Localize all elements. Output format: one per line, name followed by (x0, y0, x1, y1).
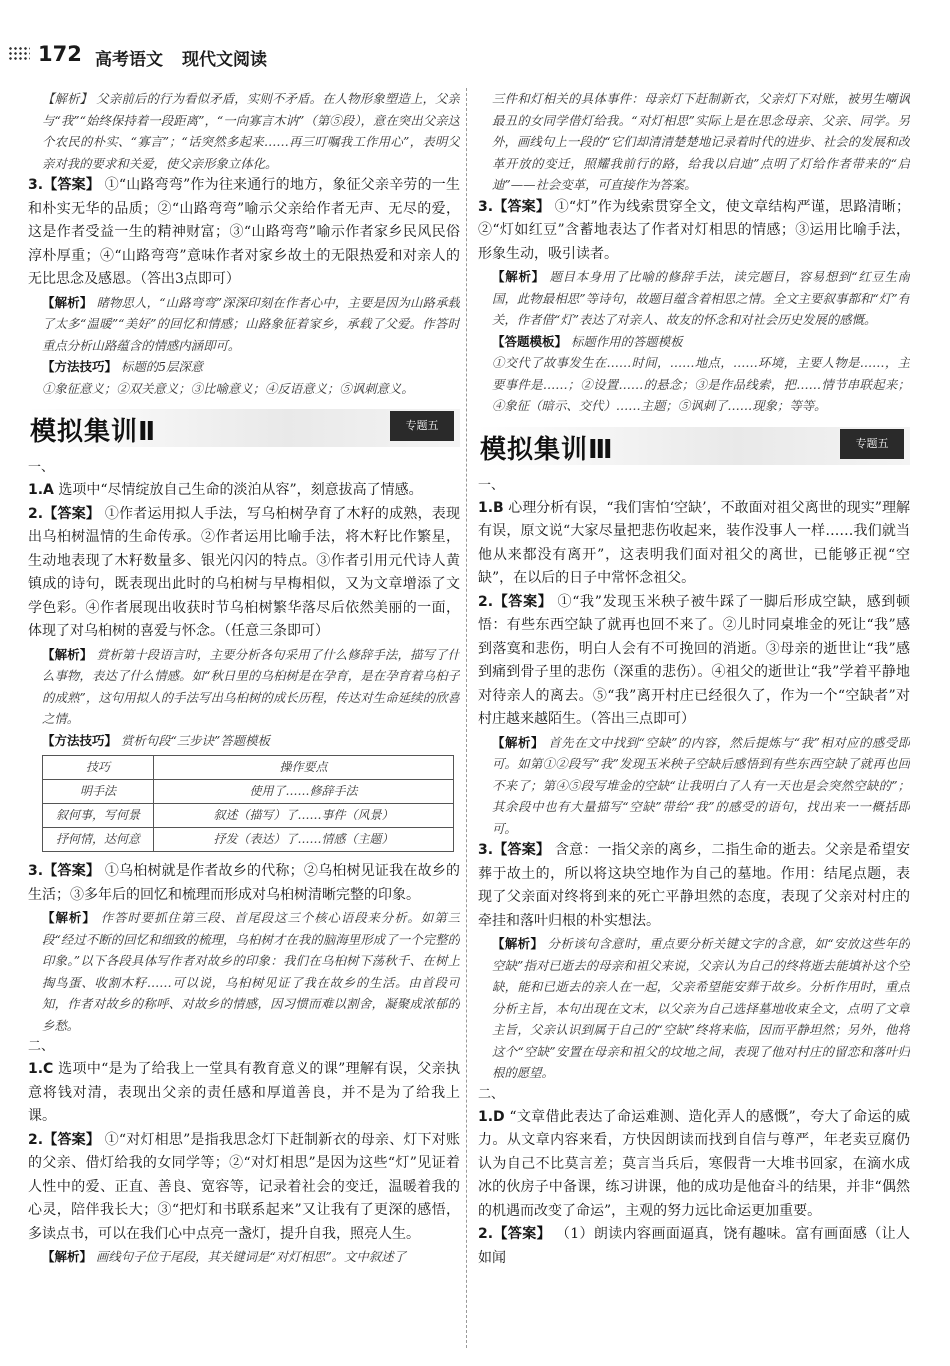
question-answer: 1.C 选项中“是为了给我上一堂具有教育意义的课”理解有误，父亲执意将钱对清，表现出父亲的责任感和厚道善良，并不是为了给我上课。 (28, 1061, 460, 1124)
analysis-paragraph: 【解析】 首先在文中找到“空缺”的内容，然后提炼与“我”相对应的感受即可。如第①②段写“我”发现玉米秧子空缺后感悟到有些东西空缺了就再也回不来了；第④⑤段写堆金的空缺“让我明白了人有一天也是会突然空缺的”；其余段中也有大量描写“空缺”带给“我”的感受的语句，找出来一一概括即可。 (492, 734, 910, 836)
answer-template: 【答题模板】 标题作用的答题模板 (492, 333, 683, 349)
answer-paragraph: 3.【答案】 ①乌桕树就是作者故乡的代称；②乌桕树见证我在故乡的生活；③多年后的回忆和梳理而形成对乌桕树清晰完整的印象。 (28, 863, 460, 903)
answer-paragraph: 3.【答案】 ①“山路弯弯”作为往来通行的地方，象征父亲辛劳的一生和朴实无华的品质；②“山路弯弯”喻示父亲给作者无声、无尽的爱，这是作者受益一生的精神财富；③“山路弯弯”喻示作者家乡民风民俗淳朴厚重；④“山路弯弯”意味作者对家乡故土的无限热爱和对亲人的无比思念及感恩。（答出3点即可） (28, 177, 460, 287)
table-cell: 叙何事，写何景 (43, 804, 154, 828)
page-number: 172 (38, 42, 82, 66)
section-title: 模拟集训Ⅱ (30, 417, 157, 447)
question-answer: 1.D “文章借此表达了命运难测、造化弄人的感慨”，夸大了命运的威力。从文章内容来看，方快因朗读而找到自信与尊严，年老卖豆腐仍认为自己不比莫言差；莫言当兵后，寒假背一大堆书回家，在滴水成冰的伙房子中备课，练习讲课，他的成功是他奋斗的结果，并非“偶然的机遇而改变了命运”，主观的努力远比命运更加重要。 (478, 1108, 910, 1219)
table-cell: 抒发（表达）了……情感（主题） (154, 828, 454, 852)
part-label: 二、 (478, 1086, 505, 1102)
analysis-paragraph: 【解析】 作答时要抓住第三段、首尾段这三个核心语段来分析。如第三段“经过不断的回忆和细致的梳理，乌桕树才在我的脑海里形成了一个完整的印象。”以下各段具体写作者对故乡的印象：我们在乌桕树下荡秋千、在树上掏鸟蛋、收割木籽……可以说，乌桕树见证了我在故乡的生活。由首段可知，作者对故乡的称呼、对故乡的情感，因习惯而难以割舍，凝聚成浓郁的乡愁。 (42, 910, 460, 1033)
analysis-paragraph: 【解析】 赏析第十段语言时，主要分析各句采用了什么修辞手法，描写了什么事物，表达了什么情感。如“秋日里的乌桕树是在孕育，是在孕育着乌桕子的成熟”，这句用拟人的手法写出乌桕树的成长历程，传达对生命延续的欣喜之情。 (42, 646, 460, 726)
answer-paragraph: 2.【答案】 ①“我”发现玉米秧子被牛踩了一脚后形成空缺，感到顿悟：有些东西空缺了就再也回不来了。②儿时同桌堆金的死让“我”感到落寞和悲伤，明白人会有不可挽回的消逝。③母亲的逝世让“我”感到痛到骨子里的悲伤（深重的悲伤）。④祖父的逝世让“我”学着平静地对待亲人的离去。⑤“我”离开村庄已经很久了，作为一个“空缺者”对村庄越来越陌生。（答出三点即可） (478, 593, 910, 727)
topic-tag: 专题五 (390, 411, 454, 441)
table-header-row (43, 756, 454, 780)
analysis-paragraph: 【解析】 题目本身用了比喻的修辞手法，读完题目，容易想到“红豆生南国，此物最相思”等诗句，故题目蕴含着相思之情。全文主要叙事都和“灯”有关，作者借“灯”表达了对亲人、故友的怀念和对社会历史发展的感慨。 (492, 269, 910, 327)
table-header: 操作要点 (154, 756, 454, 780)
table-row (43, 828, 454, 852)
right-column (478, 88, 910, 1358)
analysis-paragraph: 【解析】 父亲前后的行为看似矛盾，实则不矛盾。在人物形象塑造上，父亲与“我”“始终保持着一段距离”，“一向寡言木讷”（第⑤段），意在突出父亲这个农民的朴实、“寡言”；“话突然多起来……再三叮嘱我工作用心”，表明父亲对我的要求和关爱，使父亲形象立体化。 (42, 91, 460, 171)
analysis-paragraph: 【解析】 睹物思人，“山路弯弯”深深印刻在作者心中，主要是因为山路承载了太多“温暖”“美好”的回忆和情感；山路象征着家乡，承载了父爱。作答时重点分析山路蕴含的情感内涵即可。 (42, 294, 460, 353)
answer-paragraph: 2.【答案】 ①“对灯相思”是指我思念灯下赶制新衣的母亲、灯下对账的父亲、借灯给我的女同学等；②“对灯相思”是因为这些“灯”见证着人性中的爱、正直、善良、宽容等，记录着社会的变迁，温暖着我的心灵，陪伴我长大；③“把灯和书联系起来”又让我有了更深的感悟，多读点书，可以在我们心中点亮一盏灯，提升自我，照亮人生。 (28, 1131, 460, 1242)
book-title: 高考语文 (95, 50, 163, 70)
analysis-paragraph: 三件和灯相关的具体事件：母亲灯下赶制新衣，父亲灯下对账，被男生嘲讽最丑的女同学借灯给我。“对灯相思”实际上是在思念母亲、父亲、同学。另外，画线句上一段的“它们却清清楚楚地记录着时代的进步、社会的发展和改革开放的变迁，照耀我前行的路，给我以启迪”点明了灯给作者带来的“启迪”——社会变革，可直接作为答案。 (492, 91, 910, 192)
table-row (43, 780, 454, 804)
table-cell: 明手法 (43, 780, 154, 804)
part-label: 二、 (28, 1039, 55, 1054)
column-divider (466, 88, 467, 1348)
analysis-paragraph: 【解析】 画线句子位于尾段，其关键词是“对灯相思”。文中叙述了 (42, 1249, 406, 1264)
section-heading (478, 423, 910, 469)
analysis-paragraph: 【解析】 分析该句含意时，重点要分析关键文字的含意，如“安放这些年的空缺”指对已逝去的母亲和祖父来说，父亲认为自己的终将逝去能填补这个空缺，能和已逝去的亲人在一起，父亲希望能安葬于故乡。分析作用时，重点分析主旨，本句出现在文末，以父亲为自己选择墓地收束全文，点明了文章主旨，父亲认识到属于自己的“空缺”终将来临，因而平静坦然；另外，他将这个“空缺”安置在母亲和祖父的坟地之间，表现了他对村庄的留恋和落叶归根的愿望。 (492, 936, 910, 1080)
table-cell: 抒何情，达何意 (43, 828, 154, 852)
table-row (43, 804, 454, 828)
topic-tag: 专题五 (840, 429, 904, 459)
answer-paragraph: 2.【答案】 ①作者运用拟人手法，写乌桕树孕育了木籽的成熟，表现出乌桕树温情的生命传承。②作者运用比喻手法，将木籽比作繁星，生动地表现了木籽数量多、银光闪闪的特点。③作者引用元代诗人黄镇成的诗句，既表现出此时的乌桕树与早梅相似，又为文章增添了文学色彩。④作者展现出收获时节乌桕树繁华落尽后依然美丽的一面，体现了对乌桕树的喜爱与怀念。（任意三条即可） (28, 505, 460, 639)
left-column (28, 88, 460, 1358)
table-header: 技巧 (43, 756, 154, 780)
section-title: 模拟集训Ⅲ (480, 434, 614, 465)
question-answer: 1.B 心理分析有误，“我们害怕‘空缺’，不敢面对祖父离世的现实”理解有误，原文说“大家尽量把悲伤收起来，装作没事人一样……我们就当他从来都没有离开”，这表明我们面对祖父的离世，已能够正视“空缺”，在以后的日子中常怀念祖父。 (478, 499, 910, 586)
table-cell: 使用了……修辞手法 (154, 780, 454, 804)
book-subtitle: 现代文阅读 (182, 50, 267, 70)
answer-paragraph: 3.【答案】 含意：一指父亲的离乡，二指生命的逝去。父亲是希望安葬于故土的，所以将这块空地作为自己的墓地。作用：结尾点题，表现了父亲面对终将到来的死亡平静坦然的态度，表现了父亲对村庄的牵挂和落叶归根的朴实想法。 (478, 842, 910, 929)
template-list: ①交代了故事发生在……时间，……地点，……环境，主要人物是……，主要事件是……；②设置……的悬念；③是作品线索，把……情节串联起来；④象征（暗示、交代）……主题；⑤讽刺了……现象；等等。 (492, 355, 910, 413)
template-table (42, 755, 454, 852)
section-heading (28, 405, 460, 451)
answer-paragraph: 2.【答案】 （1）朗读内容画面逼真，饶有趣味。富有画面感（让人如闻 (478, 1226, 910, 1266)
method-tip: 【方法技巧】 标题的5层深意 (42, 359, 204, 374)
page-header (0, 0, 950, 72)
dot-grid-icon (8, 46, 30, 62)
answer-paragraph: 3.【答案】 ①“灯”作为线索贯穿全文，使文章结构严谨，思路清晰；②“灯如红豆”含蓄地表达了作者对灯相思的情感；③运用比喻手法，形象生动，吸引读者。 (478, 198, 910, 262)
table-cell: 叙述（描写）了……事件（风景） (154, 804, 454, 828)
method-list: ①象征意义；②双关意义；③比喻意义；④反语意义；⑤讽刺意义。 (42, 380, 414, 396)
part-label: 一、 (478, 477, 505, 493)
question-answer: 1.A 选项中“尽情绽放自己生命的淡泊从容”，刻意拔高了情感。 (28, 482, 423, 498)
method-tip: 【方法技巧】 赏析句段“三步诀”答题模板 (42, 732, 270, 748)
part-label: 一、 (28, 460, 55, 475)
